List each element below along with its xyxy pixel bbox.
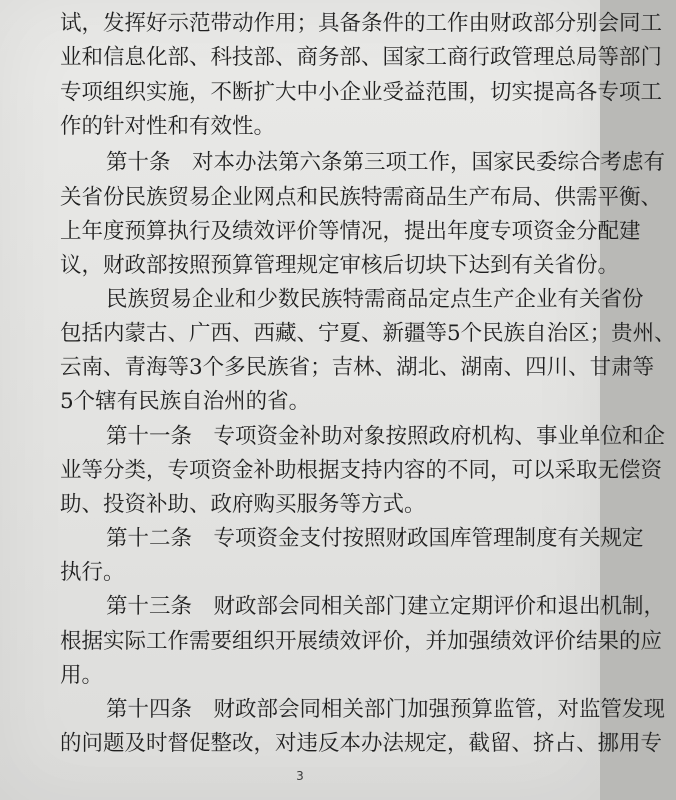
article-10-first-line: 第十条 对本办法第六条第三项工作，国家民委综合考虑有	[106, 150, 666, 175]
text-line: 业和信息化部、科技部、商务部、国家工商行政管理总局等部门	[60, 45, 663, 70]
text-line: 助、投资补助、政府购买服务等方式。	[60, 492, 426, 517]
article-11-first-line: 第十一条 专项资金补助对象按照政府机构、事业单位和企	[106, 424, 666, 449]
text-line: 5个辖有民族自治州的省。	[60, 389, 311, 414]
text-line: 根据实际工作需要组织开展绩效评价，并加强绩效评价结果的应	[60, 629, 663, 654]
text-line: 的问题及时督促整改，对违反本办法规定，截留、挤占、挪用专	[60, 731, 663, 756]
text-line: 执行。	[60, 560, 125, 585]
text-line: 业等分类，专项资金补助根据支持内容的不同，可以采取无偿资	[60, 458, 663, 483]
text-line: 专项组织实施，不断扩大中小企业受益范围，切实提高各专项工	[60, 80, 663, 105]
article-14-first-line: 第十四条 财政部会同相关部门加强预算监管，对监管发现	[106, 697, 666, 722]
page-number: 3	[296, 769, 304, 783]
text-line: 云南、青海等3个多民族省；吉林、湖北、湖南、四川、甘肃等	[60, 355, 655, 380]
text-line: 上年度预算执行及绩效评价等情况，提出年度专项资金分配建	[60, 219, 641, 244]
text-line: 用。	[60, 663, 104, 688]
article-12-first-line: 第十二条 专项资金支付按照财政国库管理制度有关规定	[106, 526, 644, 551]
text-line: 作的针对性和有效性。	[60, 114, 276, 139]
text-line: 试，发挥好示范带动作用；具备条件的工作由财政部分别会同工	[60, 11, 663, 36]
text-line: 包括内蒙古、广西、西藏、宁夏、新疆等5个民族自治区；贵州、	[60, 321, 676, 346]
text-line: 关省份民族贸易企业网点和民族特需商品生产布局、供需平衡、	[60, 185, 663, 210]
paragraph-first-line: 民族贸易企业和少数民族特需商品定点生产企业有关省份	[106, 287, 644, 312]
article-13-first-line: 第十三条 财政部会同相关部门建立定期评价和退出机制，	[106, 594, 666, 619]
text-line: 议，财政部按照预算管理规定审核后切块下达到有关省份。	[60, 253, 620, 278]
